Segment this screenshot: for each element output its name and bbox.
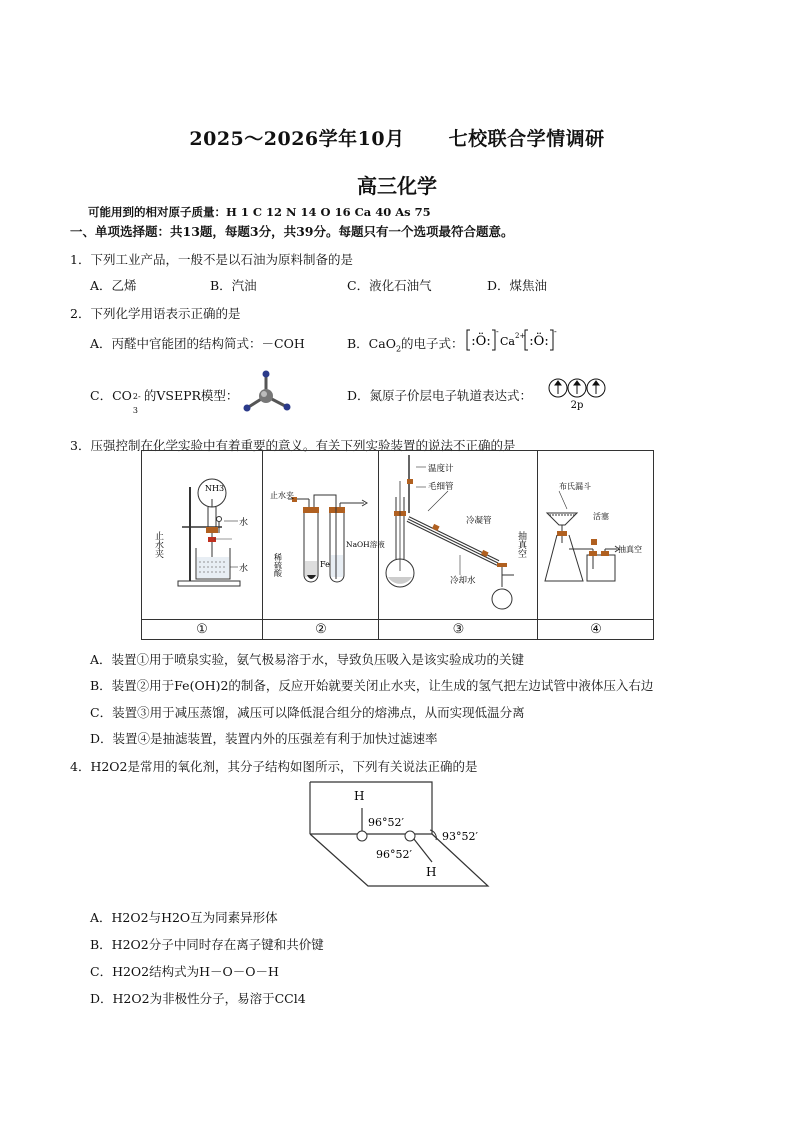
dihedral-label: 93°52′ [442,830,478,843]
cao2-electron-formula [466,328,566,352]
q1-option-c: C．液化石油气 [347,278,432,293]
orbital-diagram [548,377,610,411]
ca-charge: 2+ [515,332,526,340]
fig2-acid-label: 稀硫酸 [273,553,283,577]
q2-option-c [90,386,239,415]
q3-stem: 3．压强控制在化学实验中有着重要的意义。有关下列实验装置的说法不正确的是 [70,438,516,453]
q4-option-c: C．H2O2结构式为H－O－O－H [90,964,279,979]
caption-4: ④ [537,622,654,637]
fig4-vacuum-label: 抽真空 [618,545,642,554]
q4-option-a: A．H2O2与H2O互为同素异形体 [90,910,278,925]
fig1-clip-label: 止水夹 [153,531,163,558]
apparatus-2 [262,451,385,639]
ca-symbol: Ca [500,335,515,348]
exam-title-name: 七校联合学情调研 [448,128,605,150]
h-bottom-label: H [426,865,437,879]
fig3-condenser-label: 冷凝管 [466,516,492,526]
apparatus-caption-row [142,619,653,640]
atomic-masses: 可能用到的相对原子质量：H 1 C 12 N 14 O 16 Ca 40 As 75 [88,205,431,219]
angle-2-label: 96°52′ [376,848,412,861]
q2-option-a: A．丙醛中官能团的结构简式：－COH [90,336,305,351]
h-top-label: H [354,789,365,803]
q2-stem: 2．下列化学用语表示正确的是 [70,306,241,321]
q2-c-prefix: C．CO [90,388,132,403]
q3-option-c: C．装置③用于减压蒸馏，减压可以降低混合组分的熔沸点，从而实现低温分离 [90,705,525,720]
fig1-water-bottom: 水 [239,564,249,574]
fig3-cooling-label: 冷却水 [450,576,476,586]
caption-1: ① [196,622,208,637]
h2o2-structure-figure [306,778,488,890]
charge-left: - [496,327,499,336]
q3-option-a: A．装置①用于喷泉实验，氨气极易溶于水，导致负压吸入是该实验成功的关键 [90,652,525,667]
q2-b-prefix: B．CaO [347,336,396,351]
q3-option-d: D．装置④是抽滤装置，装置内外的压强差有利于加快过滤速率 [90,731,438,746]
exam-title-date: 2025～2026学年10月 [189,128,405,150]
apparatus-3 [378,451,538,639]
fig3-vacuum-label: 抽真空 [516,531,526,558]
q2-c-sup: 2- [132,392,141,401]
charge-right: - [554,327,557,336]
q1-option-a: A．乙烯 [90,278,137,293]
fig1-water-top: 水 [239,518,249,528]
q2-option-b [347,334,464,354]
q2-b-suffix: 的电子式： [401,336,464,351]
fig3-thermo-label: 温度计 [428,464,454,474]
exam-title [0,124,794,151]
q2-c-suffix: 的VSEPR模型： [143,388,239,403]
exam-subtitle: 高三化学 [357,174,437,198]
peroxide-right: :Ö: [529,334,549,349]
q1-option-d: D．煤焦油 [487,278,548,293]
caption-3: ③ [378,622,538,637]
orbital-label: 2p [570,400,584,411]
vsepr-model-image [242,370,294,414]
apparatus-1 [142,451,263,639]
fig4-valve-label: 活塞 [593,512,609,521]
q3-apparatus-figure [141,450,654,640]
q4-stem: 4．H2O2是常用的氧化剂，其分子结构如图所示，下列有关说法正确的是 [70,759,478,774]
q4-option-b: B．H2O2分子中同时存在离子键和共价键 [90,937,324,952]
peroxide-left: :Ö: [471,334,491,349]
q1-option-b: B．汽油 [210,278,257,293]
fig2-clip-label: 止水夹 [270,491,294,500]
q1-stem: 1．下列工业产品，一般不是以石油为原料制备的是 [70,252,353,267]
fig4-funnel-label: 布氏漏斗 [559,482,591,491]
q2-c-sub: 3 [132,406,138,415]
apparatus-4 [537,451,653,639]
caption-2: ② [262,622,379,637]
q2-option-d: D．氮原子价层电子轨道表达式： [347,388,533,403]
angle-1-label: 96°52′ [368,816,404,829]
fig3-capillary-label: 毛细管 [428,482,454,492]
q2-b-sub: 2 [395,344,402,354]
fig1-gas-label: NH3 [205,484,225,493]
fig2-naoh-label: NaOH溶液 [346,540,385,549]
section-heading: 一、单项选择题：共13题，每题3分，共39分。每题只有一个选项最符合题意。 [70,224,514,239]
q3-option-b: B．装置②用于Fe(OH)2的制备，反应开始就要关闭止水夹，让生成的氢气把左边试管中液体压入右边 [90,678,654,693]
fig2-fe-label: Fe [320,560,330,569]
q4-option-d: D．H2O2为非极性分子，易溶于CCl4 [90,991,306,1006]
